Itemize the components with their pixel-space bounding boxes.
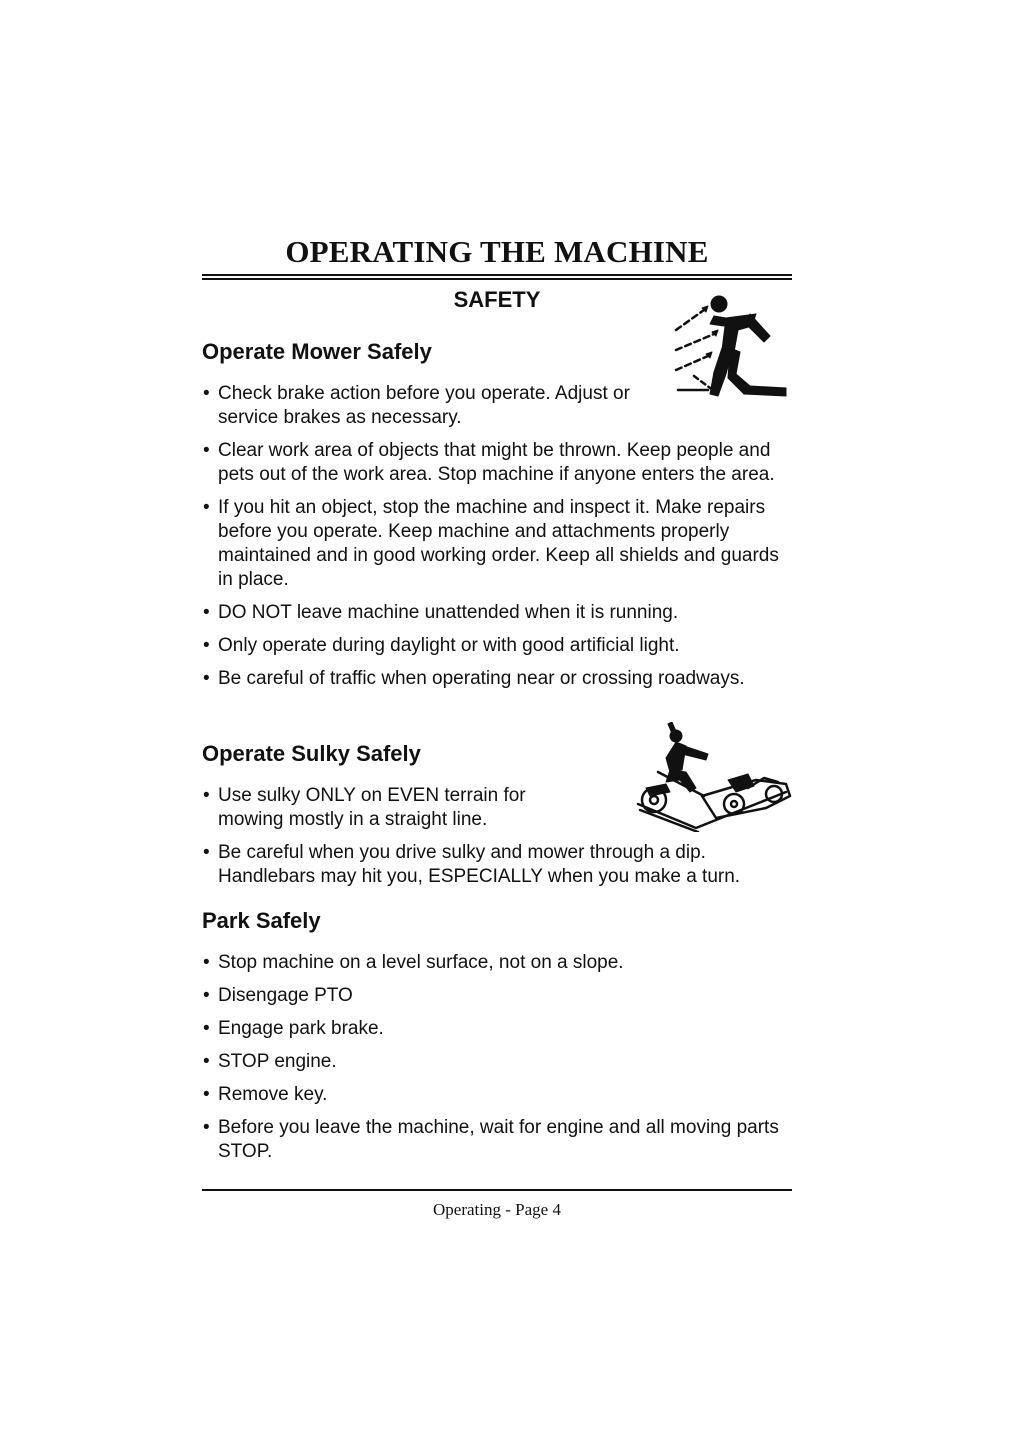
page-content bbox=[202, 232, 792, 1162]
page-footer: Operating - Page 4 bbox=[433, 1200, 561, 1219]
page-title: OPERATING THE MACHINE bbox=[285, 234, 709, 269]
list-item: • Be careful of traffic when operating near or crossing roadways. bbox=[202, 667, 792, 691]
list-item: • Engage park brake. bbox=[202, 1017, 792, 1041]
sulky-safety-heading: Operate Sulky Safely bbox=[202, 741, 421, 766]
list-item: • Clear work area of objects that might be thrown. Keep people and pets out of the work area. Stop machine if anyone enters the area. bbox=[202, 439, 792, 487]
park-safety-section bbox=[202, 907, 792, 1173]
list-item: • Disengage PTO bbox=[202, 984, 792, 1008]
sulky-tipping-warning-icon bbox=[636, 722, 794, 832]
list-item: • Before you leave the machine, wait for engine and all moving parts STOP. bbox=[202, 1116, 792, 1164]
section-title: SAFETY bbox=[453, 287, 541, 312]
list-item: • Remove key. bbox=[202, 1083, 792, 1107]
list-item: • STOP engine. bbox=[202, 1050, 792, 1074]
footer-rule bbox=[202, 1189, 792, 1191]
list-item: • Stop machine on a level surface, not on a slope. bbox=[202, 951, 792, 975]
list-item: • DO NOT leave machine unattended when it is running. bbox=[202, 601, 792, 625]
list-item: • Only operate during daylight or with good artificial light. bbox=[202, 634, 792, 658]
list-item: • Be careful when you drive sulky and mower through a dip. Handlebars may hit you, ESPECIALLY when you make a turn. bbox=[202, 841, 792, 889]
list-item: • Use sulky ONLY on EVEN terrain for mowing mostly in a straight line. bbox=[202, 784, 548, 832]
title-double-rule bbox=[202, 274, 792, 280]
list-item: • Check brake action before you operate. Adjust or service brakes as necessary. bbox=[202, 382, 648, 430]
mower-safety-heading: Operate Mower Safely bbox=[202, 339, 432, 364]
mower-safety-list bbox=[202, 382, 792, 691]
list-item: • If you hit an object, stop the machine and inspect it. Make repairs before you operate. Keep machine and attachments properly maintained and in good working order. Keep all shields and guards in place. bbox=[202, 496, 792, 592]
thrown-objects-warning-icon bbox=[674, 290, 794, 410]
park-safety-list bbox=[202, 951, 792, 1164]
park-safety-heading: Park Safely bbox=[202, 908, 321, 933]
